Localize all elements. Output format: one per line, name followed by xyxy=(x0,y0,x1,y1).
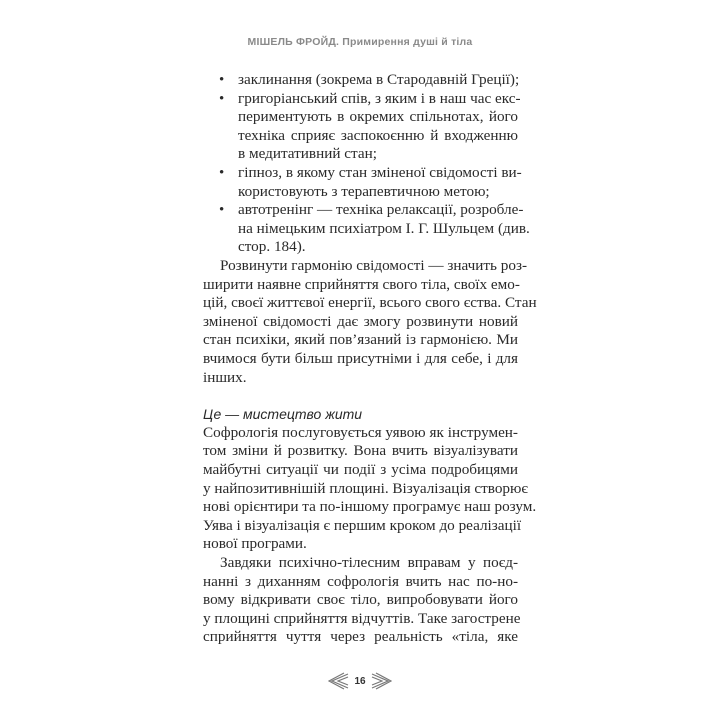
paragraph-line: у найпозитивнішій площині. Візуалізація створює xyxy=(203,479,528,497)
left-chevron-ornament-icon xyxy=(328,672,350,690)
running-header: МІШЕЛЬ ФРОЙД. Примирення душі й тіла xyxy=(247,36,473,48)
right-chevron-ornament-icon xyxy=(370,672,392,690)
paragraph-line: нанні з диханням софрологія вчить нас по-но- xyxy=(203,572,518,590)
bullet-icon: • xyxy=(219,90,225,107)
bullet-list-line: в медитативний стан; xyxy=(238,145,377,163)
bullet-list-line: автотренінг — техніка релаксації, розробле- xyxy=(238,201,524,219)
paragraph-line: цій, своєї життєвої енергії, всього свого єства. Стан xyxy=(203,294,537,312)
bullet-list-line: техніка сприяє заспокоєнню й входженню xyxy=(238,126,518,144)
paragraph-line: майбутні ситуації чи події з усіма подробицями xyxy=(203,461,518,478)
paragraph-line: нові орієнтири та по-іншому програмує наш розум. xyxy=(203,498,537,516)
page-number: 16 xyxy=(354,675,366,687)
bullet-list-line: заклинання (зокрема в Стародавній Греції); xyxy=(238,71,520,88)
bullet-list-line: користовують з терапевтичною метою; xyxy=(238,182,490,200)
paragraph-line: Софрологія послуговується уявою як інструмен- xyxy=(203,423,518,441)
paragraph-line: Уява і візуалізація є першим кроком до реалізації xyxy=(203,516,522,534)
paragraph-line: вчимося бути більш присутніми і для себе, і для xyxy=(203,350,518,367)
bullet-icon: • xyxy=(219,165,225,181)
paragraph-line: нової програми. xyxy=(203,535,307,553)
bullet-list-line: на німецьким психіатром І. Г. Шульцем (див. xyxy=(238,219,530,237)
paragraph-line: інших. xyxy=(203,368,247,386)
paragraph-line: Розвинути гармонію свідомості — значить роз- xyxy=(220,257,528,274)
bullet-list-line: гіпноз, в якому стан зміненої свідомості ви- xyxy=(238,164,522,181)
paragraph-line: стан психіки, який пов’язаний із гармонією. Ми xyxy=(203,331,518,349)
paragraph-line: у площині сприйняття відчуттів. Таке загострене xyxy=(203,609,521,627)
paragraph-line: Завдяки психічно-тілесним вправам у поєд- xyxy=(220,554,518,571)
bullet-list-line: стор. 184). xyxy=(238,238,306,256)
bullet-list-line: григоріанський спів, з яким і в наш час екс- xyxy=(238,89,521,107)
bullet-icon: • xyxy=(219,72,225,88)
paragraph-line: сприйняття чуття через реальність «тіла, яке xyxy=(203,628,518,646)
section-heading: Це — мистецтво жити xyxy=(203,406,363,423)
paragraph-line: зміненої свідомості дає змогу розвинути новий xyxy=(203,312,518,330)
bullet-icon: • xyxy=(219,202,225,219)
page-number-ornament xyxy=(320,670,400,692)
bullet-list-line: периментують в окремих спільнотах, його xyxy=(238,108,518,126)
paragraph-line: вому відкривати своє тіло, випробовувати його xyxy=(203,591,518,609)
paragraph-line: ширити наявне сприйняття свого тіла, своїх емо- xyxy=(203,275,520,293)
paragraph-line: том зміни й розвитку. Вона вчить візуалізувати xyxy=(203,442,518,460)
